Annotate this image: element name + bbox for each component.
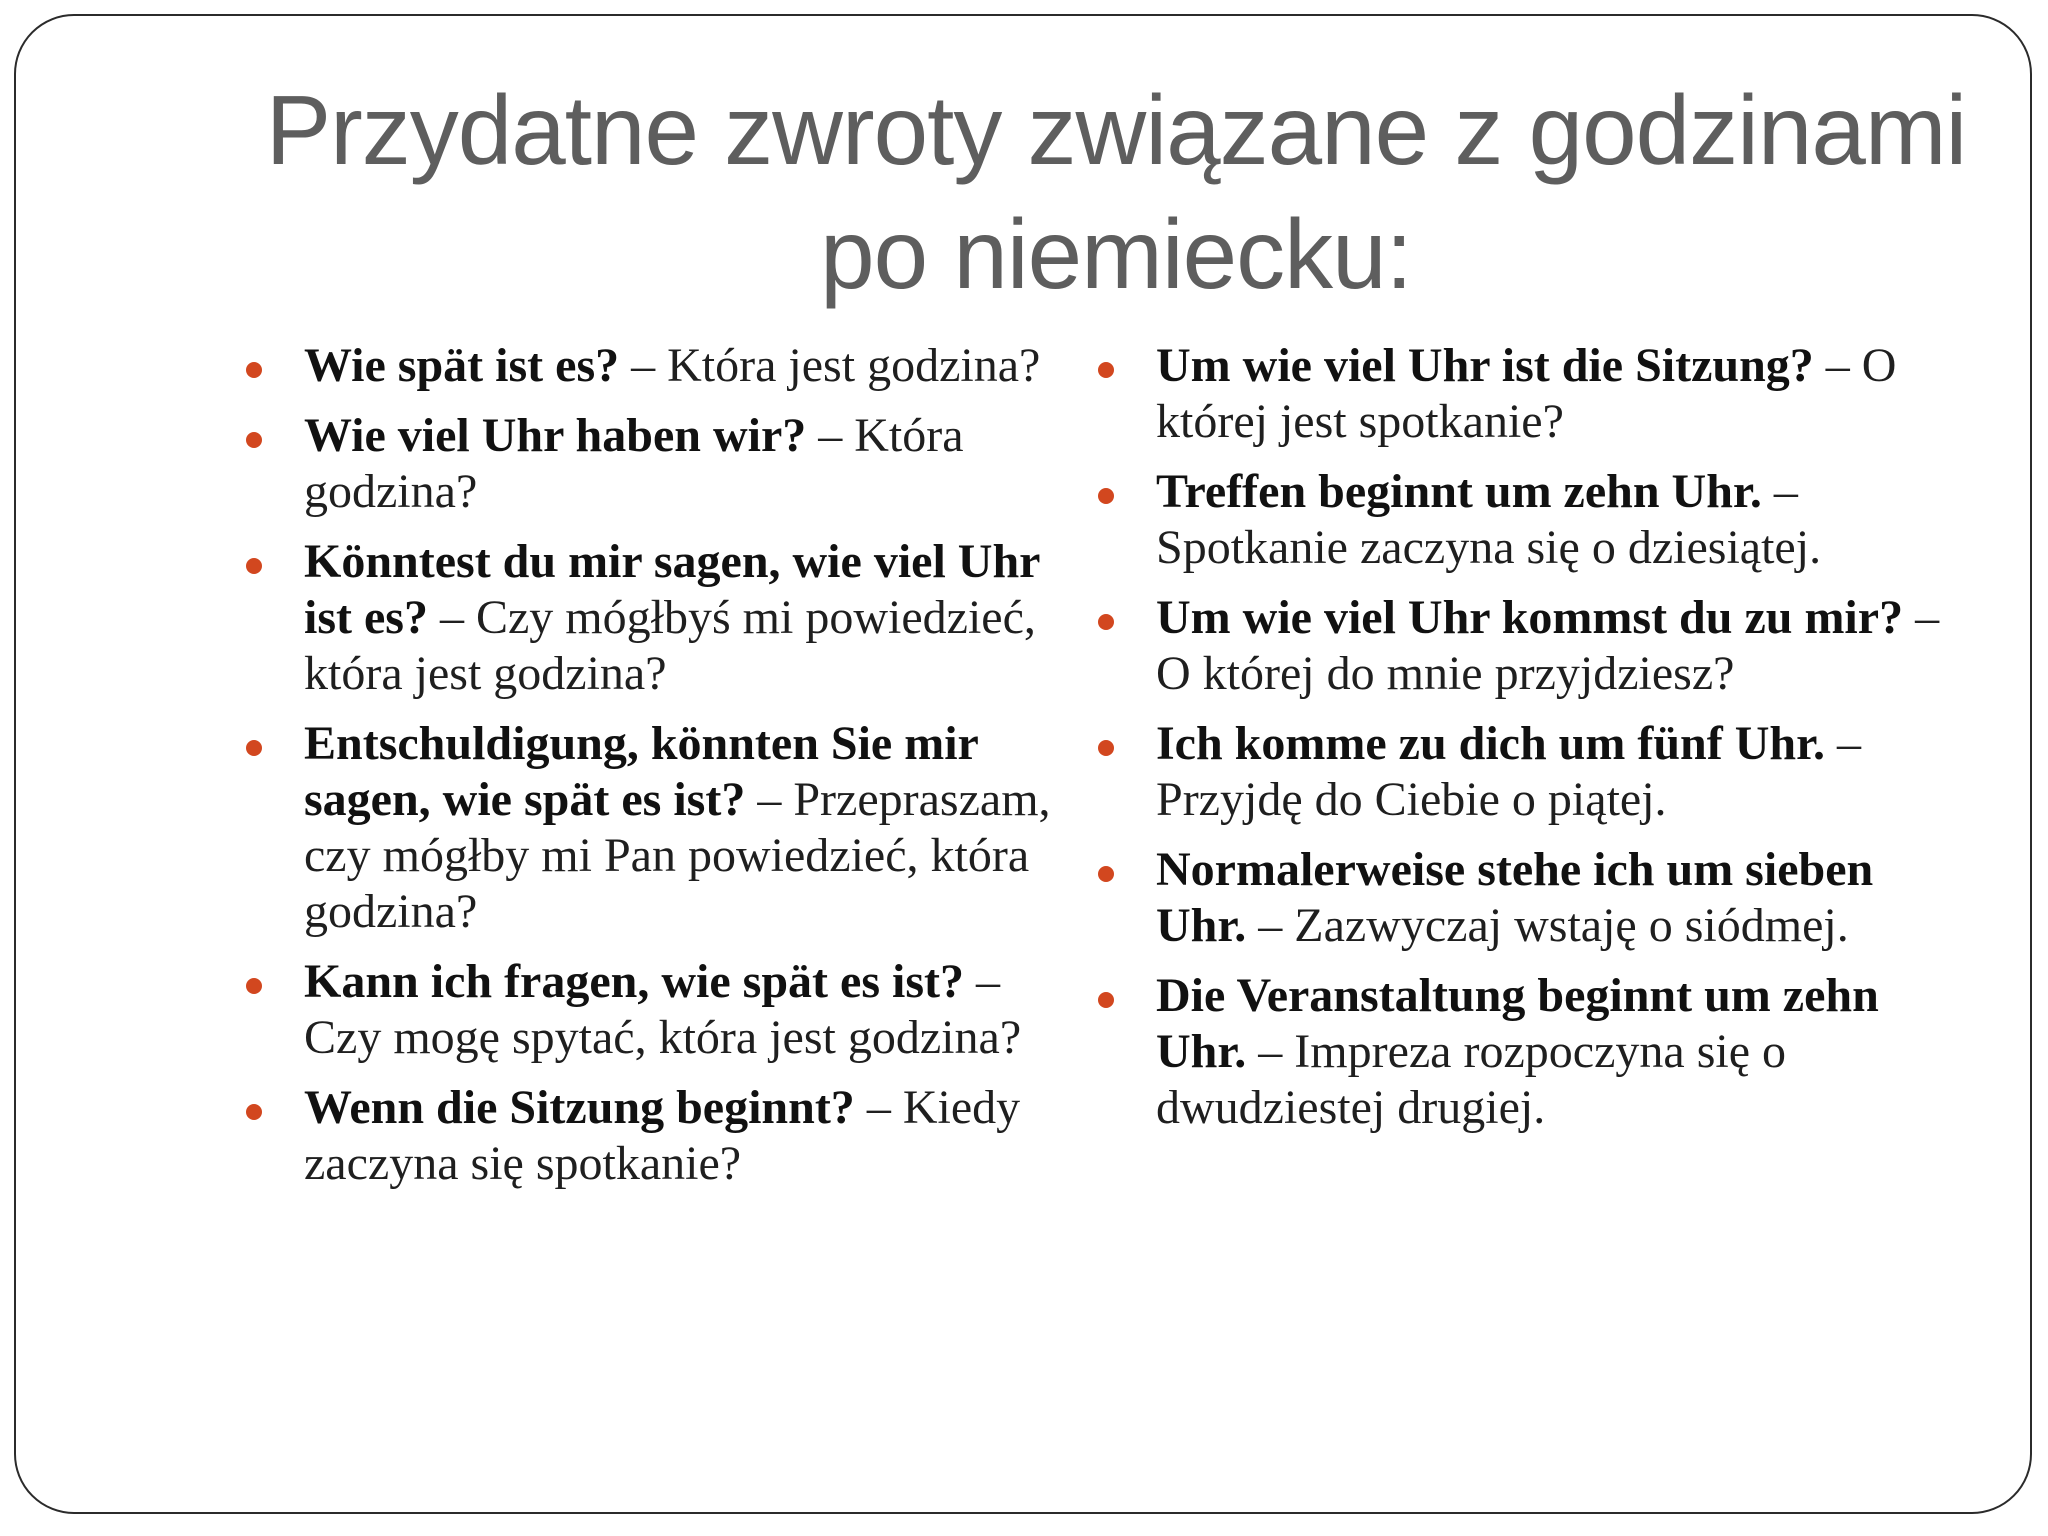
list-item <box>236 716 1086 940</box>
list-item <box>236 338 1086 394</box>
german-phrase: Könntest du mir sagen, wie viel Uhr ist es? <box>304 535 1040 644</box>
german-phrase: Treffen beginnt um zehn Uhr. <box>1156 465 1762 518</box>
list-item <box>1088 464 1968 576</box>
bullet-icon <box>1098 614 1114 630</box>
bullet-icon <box>1098 866 1114 882</box>
polish-translation: – O której jest spotkanie? <box>1156 339 1897 448</box>
german-phrase: Normalerweise stehe ich um sieben Uhr. <box>1156 843 1874 952</box>
german-phrase: Kann ich fragen, wie spät es ist? <box>304 955 964 1008</box>
polish-translation: – Zazwyczaj wstaję o siódmej. <box>1246 899 1849 952</box>
polish-translation: – Impreza rozpoczyna się o dwudziestej drugiej. <box>1156 1025 1787 1134</box>
polish-translation: – Przepraszam, czy mógłby mi Pan powiedzieć, która godzina? <box>304 773 1051 938</box>
german-phrase: Entschuldigung, könnten Sie mir sagen, wie spät es ist? <box>304 717 978 826</box>
bullet-icon <box>246 740 262 756</box>
list-item <box>1088 338 1968 450</box>
bullet-icon <box>246 978 262 994</box>
slide-title-line-1: Przydatne zwroty związane z godzinami <box>265 75 1967 185</box>
german-phrase: Um wie viel Uhr ist die Sitzung? <box>1156 339 1814 392</box>
german-phrase: Wie viel Uhr haben wir? <box>304 409 807 462</box>
polish-translation: – Która jest godzina? <box>619 339 1041 392</box>
bullet-icon <box>246 1104 262 1120</box>
polish-translation: – Spotkanie zaczyna się o dziesiątej. <box>1156 465 1822 574</box>
slide <box>14 14 2032 1514</box>
bullet-icon <box>1098 992 1114 1008</box>
slide-title-line-2: po niemiecku: <box>820 199 1412 309</box>
list-item <box>1088 716 1968 828</box>
list-item <box>1088 968 1968 1136</box>
bullet-icon <box>1098 740 1114 756</box>
list-item <box>236 954 1086 1066</box>
polish-translation: – Kiedy zaczyna się spotkanie? <box>304 1081 1021 1190</box>
german-phrase: Wie spät ist es? <box>304 339 620 392</box>
german-phrase: Die Veranstaltung beginnt um zehn Uhr. <box>1156 969 1879 1078</box>
right-column <box>1088 338 1968 1150</box>
polish-translation: – Czy mogę spytać, która jest godzina? <box>304 955 1022 1064</box>
bullet-icon <box>246 362 262 378</box>
bullet-icon <box>1098 488 1114 504</box>
list-item <box>1088 842 1968 954</box>
slide-title <box>166 68 2032 316</box>
bullet-icon <box>246 432 262 448</box>
list-item <box>1088 590 1968 702</box>
left-column <box>236 338 1086 1206</box>
bullet-icon <box>246 558 262 574</box>
polish-translation: – Czy mógłbyś mi powiedzieć, która jest godzina? <box>304 591 1036 700</box>
german-phrase: Wenn die Sitzung beginnt? <box>304 1081 855 1134</box>
german-phrase: Ich komme zu dich um fünf Uhr. <box>1156 717 1825 770</box>
polish-translation: – O której do mnie przyjdziesz? <box>1156 591 1940 700</box>
polish-translation: – Przyjdę do Ciebie o piątej. <box>1156 717 1861 826</box>
german-phrase: Um wie viel Uhr kommst du zu mir? <box>1156 591 1904 644</box>
list-item <box>236 534 1086 702</box>
bullet-icon <box>1098 362 1114 378</box>
list-item <box>236 408 1086 520</box>
list-item <box>236 1080 1086 1192</box>
polish-translation: – Która godzina? <box>304 409 964 518</box>
